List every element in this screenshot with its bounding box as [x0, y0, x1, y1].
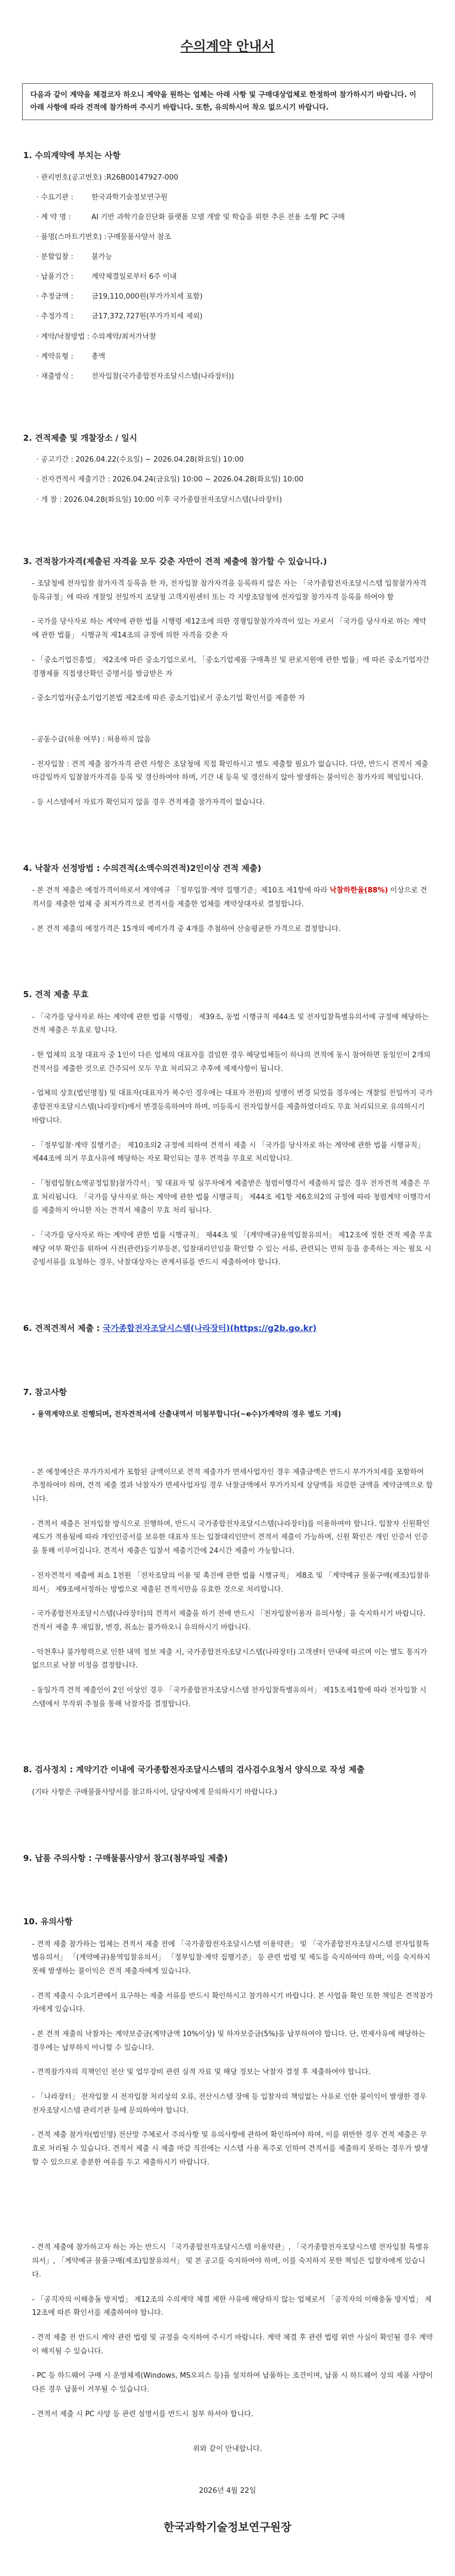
paragraph: - 한 업체의 요청 대표자 중 1인이 다른 업체의 대표자를 겸임한 경우 해당업체들이 하나의 견적에 동시 참여하면 동일인이 2개의 견적서를 제출한 것으로 간주되어 모두 무효 처리되고 추후에 제재사항이 됩니다.: [32, 1051, 431, 1073]
section-1-item: [36, 172, 433, 184]
paragraph: - 본 예정예산은 부가가치세가 포함된 금액이므로 견적 제출가가 면세사업자인 경우 제출금액은 반드시 부가가치세를 포함하여 추정하여야 하며, 견적 제출 결과 낙찰자가 면세사업자일 경우 낙찰금액에서 부가가치세 상당액을 차감한 금액을 계약금액으로 합니다.: [32, 1468, 433, 1504]
paragraph: - 본 견적 제출의 낙찰자는 계약보증금(계약금액 10%이상) 및 하자보증금(5%)을 납부하여야 합니다. 단, 면제사유에 해당하는 경우에는 납부하지 아니할 수 있습니다.: [32, 2030, 426, 2052]
item-label: · 추정가격 :: [36, 312, 74, 321]
issue-date: 2026년 4월 22일: [199, 2487, 256, 2496]
closing-text: 위와 같이 안내합니다.: [193, 2445, 262, 2454]
section-2-title: 2. 견적제출 및 개찰장소 / 일시: [23, 432, 138, 443]
item-value: R26B00147927-000: [106, 173, 178, 182]
item-value: 금19,110,000원(부가가치세 포함): [91, 293, 203, 301]
item-value: 불가능: [91, 253, 112, 262]
paragraph: - 「국가를 당사자로 하는 계약에 관한 법률 시행규칙」 제44조 및 「(계약예규)용역입찰유의서」 제12조에 정한 견적 제출 무효 해당 여부 확인을 위하여 사전(관련)등기부등본, 입찰대리인임을 확인할 수 있는 서류, 관련되는 면허 등을 충족하는 자는 필요 시 증빙서류를 요청하는 경우, 낙찰대상자는 관계서류를 반드시 제출하여야 합니다.: [32, 1231, 433, 1267]
paragraph: - 공동수급(허용 여부) : 허용하지 않음: [32, 735, 151, 744]
paragraph: - 업체의 상호(법인명칭) 및 대표자(대표자가 복수인 경우에는 대표자 전원)의 성명이 변경 되었을 경우에는 개찰일 전일까지 국가종합전자조달시스템(나라장터)에서 변경등록하여야 하며, 미등록시 전자입찰서를 제출하였더라도 무효 처리되므로 유의하시기 바랍니다.: [32, 1089, 433, 1125]
section-1-item: [36, 271, 433, 283]
paragraph: - 「나라장터」 전자입찰 시 전자입찰 처리상의 오류, 전산시스템 장애 등 입찰자의 책임없는 사유로 인한 불이익이 발생한 경우 전자조달시스템 관리기관 등에 문의하여야 합니다.: [32, 2093, 427, 2115]
paragraph: - 국가종합전자조달시스템(나라장터)의 견적서 제출을 하기 전에 반드시 「전자입찰이용자 유의사항」을 숙지하시기 바랍니다. 견적서 제출 후 재입찰, 변경, 취소는 불가하오니 유의하시기 바랍니다.: [32, 1610, 426, 1632]
paragraph: - 국가를 당사자로 하는 계약에 관한 법률 시행령 제12조에 의한 경쟁입찰참가자격이 있는 자로서 「국가를 당사자로 하는 계약에 관한 법률」 시행규칙 제14조의 규정에 의한 자격을 갖춘 자: [32, 618, 426, 640]
section-1-list: [36, 172, 433, 383]
section-8-title: 8. 검사정치 : 계약기간 이내에 국가종합전자조달시스템의 검사검수요청서 양식으로 작성 제출: [23, 1765, 365, 1775]
paragraph: - 「중소기업진흥법」 제2조에 따른 중소기업으로서, 「중소기업제품 구매촉진 및 판로지원에 관한 법률」에 따른 중소기업자간 경쟁제품 직접생산확인 증명서를 발급받은 자: [32, 656, 430, 678]
document: [22, 0, 433, 2536]
section-3-body-2: [22, 733, 433, 810]
notice-box: 다음과 같이 계약을 체결코자 하오니 계약을 원하는 업체는 아래 사항 및 구매대상업체로 한정하여 참가하시기 바랍니다. 이 아래 사항에 따라 견적에 참가하여 주시기 바랍니다. 또한, 유의하시어 착오 없으시기 바랍니다.: [22, 83, 433, 121]
item-label: · 계 약 명 :: [36, 213, 71, 221]
section-7-title: 7. 참고사항: [23, 1387, 67, 1397]
page-title: 수의계약 안내서: [180, 39, 275, 54]
item-value: 계약체결일로부터 6주 이내: [91, 273, 177, 282]
section-6-title: [23, 1322, 433, 1336]
paragraph: - 견적 제출시 수요기관에서 요구하는 제출 서류를 반드시 확인하시고 참가하시기 바랍니다. 본 사업을 확인 또한 책임은 견적참가자에게 있습니다.: [32, 1991, 433, 2014]
section-1-item: [36, 251, 433, 263]
section-2-list: [36, 454, 433, 506]
section-1-item: [36, 351, 433, 363]
item-label: · 관리번호(공고번호) :: [36, 173, 107, 182]
item-value: AI 기반 과학기술진단화 플랫폼 모델 개발 및 학습을 위한 추론 전용 소형 PC 구매: [91, 213, 345, 221]
paragraph: - 견적 제출 참가하는 업체는 견적서 제출 전에 「국가종합전자조달시스템 이용약관」 및 「국가종합전자조달시스템 전자입찰특별유의서」 「(계약예규)용역입찰유의서」 「정부입찰·계약 집행기준」 등 관련 법령 및 제도를 숙지하여야 하며, 이를 숙지하지 못해 발생하는 불이익은 견적 제출자에게 있습니다.: [32, 1940, 431, 1976]
highlight-text: 낙찰하한율(88%): [329, 886, 388, 895]
item-label: · 재출방식 :: [36, 372, 74, 381]
item-value: 구매물품사양서 참조: [106, 233, 171, 242]
paragraph: - 견적 제출 참가자(법인명) 전산망 주체로서 주의사항 및 유의사항에 관하여 확인하여야 하며, 이를 위반한 경우 견적 제출은 무효로 처리될 수 있습니다. 견적서 제출 시 제출 마감 직전에는 시스템 사용 폭주로 인하여 견적서를 제출하지 못하는 경우가 발생할 수 있으므로 충분한 여유를 두고 제출하시기 바랍니다.: [32, 2131, 428, 2167]
paragraph: - PC 등 하드웨어 구매 시 운영체제(Windows, MS오피스 등)을 설치하여 납품하는 조건이며, 납품 시 하드웨어 상의 제품 사양이 다른 경우 납품이 거부될 수 있습니다.: [32, 2372, 433, 2394]
section-1-title: 1. 수의계약에 부치는 사항: [23, 150, 121, 161]
paragraph: - 악천후나 불가항력으로 인한 내역 정보 제출 시, 국가종합전자조달시스템(나라장터) 고객센터 안내에 따르며 이는 별도 통지가 없으므로 낙찰 미정을 결정합니다.: [32, 1648, 427, 1670]
item-label: · 계약/낙찰방법 :: [36, 332, 90, 341]
paragraph: - 견적 제출 전 반드시 계약 관련 법령 및 규정을 숙지하여 주시기 바랍니다. 계약 체결 후 관련 법령 위반 사실이 확인될 경우 계약이 해지될 수 있습니다.: [32, 2333, 433, 2356]
section-1-item: [36, 311, 433, 323]
section-1-item: [36, 331, 433, 343]
paragraph: - 전자견적서 제출에 최소 1천원 「전자조달의 이용 및 촉진에 관한 법률 시행규칙」 제8조 및 「계약예규 물품구매(제조)입찰유의서」 제9조에서정하는 방법으로 제출된 견적서만을 유효한 것으로 처리합니다.: [32, 1571, 430, 1594]
item-label: · 분할입찰 :: [36, 253, 74, 262]
section-2-item: · 개 찰 : 2026.04.28(화요일) 10:00 이후 국가종합전자조달시스템(나라장터): [36, 495, 282, 504]
paragraph: - 중소기업자(중소기업기본법 제2조에 따른 중소기업)로서 중소기업 확인서를 제출한 자: [32, 694, 305, 703]
g2b-link[interactable]: 국가종합전자조달시스템(나라장터)(https://g2b.go.kr): [102, 1323, 317, 1334]
section-1-item: [36, 192, 433, 204]
section-5-body: [22, 1011, 433, 1270]
section-1-item: [36, 371, 433, 383]
section-1-item: [36, 231, 433, 243]
section-2-item: · 공고기간 : 2026.04.22(수요일) ~ 2026.04.28(화요일) 10:00: [36, 456, 244, 464]
section-10-title: 10. 유의사항: [23, 1917, 73, 1927]
paragraph: - 동일가격 견적 제출인이 2인 이상인 경우 「국가종합전자조달시스템 전자입찰특별유의서」 제15조제1항에 따라 전자입찰 시스템에서 무작위 추첨을 통해 낙찰자를 결정합니다.: [32, 1686, 427, 1708]
section-10-body: [22, 1938, 433, 2170]
section-3-title: 3. 견적참가자격(제출된 자격을 모두 갖춘 자만이 견적 제출에 참가할 수 있습니다.): [23, 556, 327, 566]
section-6-label: 6. 견적견적서 제출 :: [23, 1323, 103, 1334]
item-value: 수의계약/최저가낙찰: [91, 332, 156, 341]
section-4-title: 4. 낙찰자 선정방법 : 수의견적(소액수의견적)2인이상 견적 제출): [23, 863, 262, 873]
paragraph: - 「공직자의 이해충돌 방지법」 제12조의 수의계약 체결 제한 사유에 해당하지 않는 업체로서 「공직자의 이해충돌 방지법」 제12조에 따른 확인서를 제출하여야 합니다.: [32, 2295, 432, 2318]
section-2-item: · 전자견적서 제출기간 : 2026.04.24(금요일) 10:00 ~ 2026.04.28(화요일) 10:00: [36, 475, 304, 484]
item-label: · 계약유형 :: [36, 352, 74, 361]
item-label: · 수요기관 :: [36, 193, 74, 202]
issuer-name: 한국과학기술정보연구원장: [164, 2520, 291, 2534]
paragraph: - 견적 제출에 참가하고자 하는 자는 반드시 「국가종합전자조달시스템 이용약관」, 「국가종합전자조달시스템 전자입찰 특별유의서」, 「계약예규 물품구매(제조)입찰유의서」 및 본 공고를 숙지하여야 하며, 이를 숙지하지 못한 책임은 입찰자에게 있습니다.: [32, 2243, 430, 2279]
section-8-sub: (기타 사항은 구매물품사양서를 참고하시어, 담당자에게 문의하시기 바랍니다.): [32, 1788, 278, 1796]
item-label: · 납품기간 :: [36, 273, 74, 282]
item-label: · 품명(스마트기번호) :: [36, 233, 107, 242]
section-10-body-2: [22, 2241, 433, 2421]
paragraph: - 전자입찰 : 견적 제출 참가자격 관련 사항은 조달청에 직접 확인하시고 별도 제출할 필요가 없습니다. 다만, 반드시 견적서 제출 마감일까지 입찰참가자격을 등록 및 갱신하여야 하며, 기간 내 등록 및 갱신하지 않아 발생하는 불이익은 참가자의 책임입니다.: [32, 760, 429, 782]
section-7-body: [22, 1466, 433, 1712]
item-value: 전자입찰(국가종합전자조달시스템(나라장터)): [91, 372, 234, 381]
paragraph: - 「국가를 당사자로 하는 계약에 관한 법률 시행령」 제39조, 동법 시행규칙 제44조 및 전자입찰특별유의서에 규정에 해당하는 견적 제출은 무효로 합니다.: [32, 1013, 429, 1035]
paragraph: - 본 견적 제출의 예정가격은 15개의 예비가격 중 4개를 추첨하여 산술평균한 가격으로 결정합니다.: [32, 924, 341, 933]
item-label: · 추정금액 :: [36, 293, 74, 301]
paragraph: - 견적서 제출 시 PC 사양 등 관련 설명서를 반드시 첨부 하셔야 합니다.: [32, 2410, 253, 2418]
item-value: 총액: [91, 352, 106, 361]
section-3-body: [22, 577, 433, 706]
section-7-head: - 용역계약으로 진행되며, 전자견적서에 산출내역서 미첨부합니다(~e수)가계약의 경우 별도 기재): [32, 1410, 342, 1419]
item-value: 금17,372,727원(부가가치세 제외): [91, 312, 203, 321]
paragraph: - 「정부입찰·계약 집행기준」 제10조의2 규정에 의하여 견적서 제출 시 「국가를 당사자로 하는 계약에 관한 법률 시행규칙」 제44조에 의거 무효사유에 해당하는 자로 확인되는 경우 견적을 무효로 처리합니다.: [32, 1141, 425, 1163]
paragraph: - 등 시스템에서 자료가 확인되지 않을 경우 견적제출 참가자격이 없습니다.: [32, 798, 265, 807]
section-9-title: 9. 납품 주의사항 : 구매물품사양서 참고(첨부파일 제출): [23, 1853, 228, 1863]
paragraph: - 「청렴입찰(소액공정입찰)참가각서」 및 대표자 및 실무자에게 제출받은 청렴이행각서 제출하지 않은 경우 전자견적 제출은 무효 처리됩니다. 「국가를 당사자로 하는 계약에 관한 법률 시행규칙」 제44조 제1항 제6호의2의 규정에 따라 청렴계약 이행각서를 제출하지 아니한 자는 견적서 제출이 무효 처리 됩니다.: [32, 1179, 431, 1215]
section-1-item: [36, 212, 433, 224]
section-4-body: [22, 884, 433, 936]
section-5-title: 5. 견적 제출 무효: [23, 989, 89, 1000]
paragraph: - 견적서 제출은 전자입찰 방식으로 진행하며, 반드시 국가종합전자조달시스템(나라장터)를 이용하여야 합니다. 입찰자 신원확인제도가 적용됨에 따라 개인인증서를 보유한 대표자 또는 입찰대리인만이 견적서 제출이 가능하며, 신원 확인은 개인 인증서 인증을 통해 이루어집니다. 견적서 제출은 입찰서 제출기간에 24시간 제출이 가능합니다.: [32, 1519, 430, 1556]
paragraph: - 견적참가자의 직책인인 전산 및 업무장비 관련 실적 자료 및 해당 정보는 낙찰자 결정 후 제출하여야 합니다.: [32, 2068, 371, 2077]
item-value: 한국과학기술정보연구원: [91, 193, 168, 202]
paragraph: - 본 견적 제출은 예정가격이하로서 계약예규 「정부입찰·계약 집행기준」제10조 제1항에 따라 낙찰하한율(88%) 이상으로 견적서를 제출한 업체 중 최저가격으로 견적서를 제출한 업체를 계약상대자로 결정합니다.: [32, 886, 427, 908]
paragraph: - 조달청에 전자입찰 참가자격 등록을 한 자, 전자입찰 참가자격을 등록하지 않은 자는 「국가종합전자조달시스템 입찰참가자격등록규정」에 따라 개찰일 전일까지 조달청 고객지원센터 또는 각 지방조달청에 전자입찰 참가자격 등록을 하여야 함: [32, 580, 427, 602]
section-1-item: [36, 291, 433, 303]
